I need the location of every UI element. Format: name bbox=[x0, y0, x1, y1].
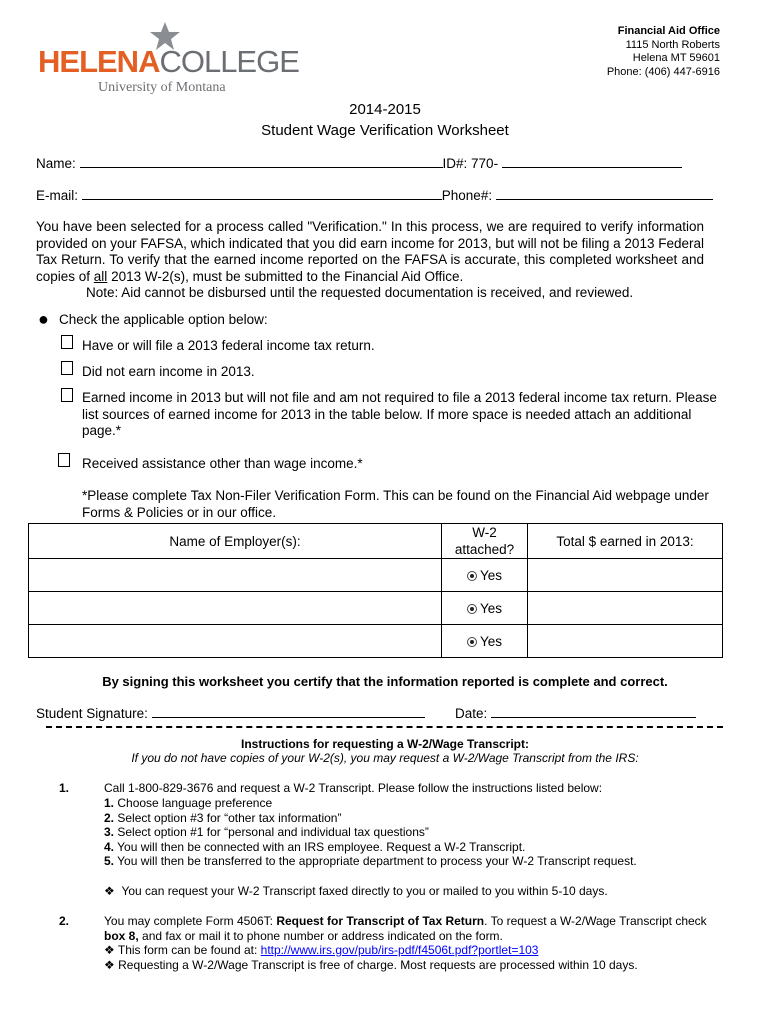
table-row bbox=[29, 592, 723, 625]
list-text: Select option #1 for “personal and individual tax questions” bbox=[117, 825, 429, 839]
checkbox-no-income[interactable] bbox=[61, 361, 73, 375]
checkbox-file-return[interactable] bbox=[61, 335, 73, 349]
list-item bbox=[104, 796, 637, 811]
checkbox-other-assistance[interactable] bbox=[58, 453, 70, 467]
radio-icon[interactable] bbox=[467, 637, 477, 647]
form-title: Student Wage Verification Worksheet bbox=[261, 122, 509, 139]
signature-line[interactable] bbox=[152, 705, 425, 718]
step2-box: box 8, bbox=[104, 928, 139, 943]
date-line[interactable] bbox=[491, 705, 696, 718]
bullet-icon: ● bbox=[38, 309, 49, 329]
table-row bbox=[29, 625, 723, 658]
aid-note: Note: Aid cannot be disbursed until the requested documentation is received, and reviewed. bbox=[86, 285, 634, 300]
list-text: Select option #3 for “other tax information” bbox=[117, 810, 342, 825]
option-other-assistance: Received assistance other than wage income.* bbox=[82, 456, 363, 471]
phone-label: Phone#: bbox=[441, 188, 493, 203]
diamond-bullet-icon: ❖ bbox=[104, 958, 115, 972]
list-item bbox=[104, 840, 637, 855]
diamond-bullet-icon: ❖ bbox=[104, 884, 115, 898]
office-street: 1115 North Roberts bbox=[625, 38, 720, 51]
divider bbox=[46, 726, 723, 728]
certify-statement: By signing this worksheet you certify that the information reported is complete and correct. bbox=[102, 674, 668, 689]
intro-text: You have been selected for a process called "Verification." In this process, we are required to verify information provided on your FAFSA, which indicated that you did earn income for 2013, but will not be filing a 2013 Federal Tax Return. To verify that the earned income reported on the FAFSA is accurate, this completed worksheet and copies of bbox=[36, 219, 704, 284]
w2-yes: Yes bbox=[479, 567, 503, 583]
list-text: Choose language preference bbox=[117, 796, 273, 810]
list-number: 5. bbox=[104, 854, 115, 868]
header-employer: Name of Employer(s): bbox=[29, 524, 442, 559]
step2-link-label: This form can be found at: bbox=[117, 943, 261, 957]
list-number: 3. bbox=[104, 825, 115, 839]
employer-cell[interactable] bbox=[29, 625, 442, 658]
header-w2-text: W-2 attached? bbox=[454, 525, 515, 557]
step1-note-text: You can request your W-2 Transcript faxed directly to you or mailed to you within 5-10 days. bbox=[121, 884, 608, 898]
header-w2 bbox=[442, 524, 528, 559]
irs-form-link[interactable]: http://www.irs.gov/pub/irs-pdf/f4506t.pdf?portlet=103 bbox=[260, 943, 539, 957]
signature-label: Student Signature: bbox=[36, 706, 148, 721]
step2-text bbox=[104, 914, 726, 943]
step2-note bbox=[104, 958, 638, 973]
list-item bbox=[104, 825, 637, 840]
instructions-subtitle: If you do not have copies of your W-2(s), you may request a W-2/Wage Transcript from the IRS: bbox=[131, 751, 639, 765]
employer-cell[interactable] bbox=[29, 559, 442, 592]
id-line[interactable] bbox=[502, 155, 682, 168]
name-field[interactable] bbox=[36, 155, 682, 171]
employer-cell[interactable] bbox=[29, 592, 442, 625]
instructions-title: Instructions for requesting a W-2/Wage Transcript: bbox=[240, 737, 530, 751]
office-phone: Phone: (406) 447-6916 bbox=[606, 65, 720, 78]
intro-text-end: 2013 W-2(s), must be submitted to the Financial Aid Office. bbox=[107, 268, 464, 284]
step1-number: 1. bbox=[59, 781, 70, 795]
list-item bbox=[104, 854, 637, 869]
step2-text-a: You may complete Form 4506T: bbox=[104, 914, 277, 928]
nonfiler-footnote: *Please complete Tax Non-Filer Verification Form. This can be found on the Financial Aid webpage under Forms & Policies or in our office. bbox=[82, 488, 709, 520]
phone-line[interactable] bbox=[496, 187, 713, 200]
total-cell[interactable] bbox=[528, 559, 723, 592]
header-total: Total $ earned in 2013: bbox=[528, 524, 723, 559]
checkbox-earned-no-file[interactable] bbox=[61, 388, 73, 402]
office-name: Financial Aid Office bbox=[617, 25, 720, 37]
list-text: You will then be connected with an IRS employee. Request a W-2 Transcript. bbox=[117, 839, 526, 854]
step1-note bbox=[104, 884, 608, 899]
step2-note-text: Requesting a W-2/Wage Transcript is free of charge. Most requests are processed within 10 days. bbox=[118, 958, 638, 972]
step1-list bbox=[104, 796, 637, 869]
office-city: Helena MT 59601 bbox=[632, 52, 720, 64]
total-cell[interactable] bbox=[528, 592, 723, 625]
logo-college: COLLEGE bbox=[159, 44, 299, 79]
step2-number: 2. bbox=[59, 914, 70, 928]
date-label: Date: bbox=[455, 706, 488, 721]
list-number: 2. bbox=[104, 810, 115, 825]
table-header-row bbox=[29, 524, 723, 559]
employer-table bbox=[28, 523, 723, 658]
email-label: E-mail: bbox=[36, 188, 79, 203]
email-field[interactable] bbox=[36, 187, 713, 203]
w2-cell[interactable] bbox=[442, 592, 528, 625]
w2-cell[interactable] bbox=[442, 625, 528, 658]
logo-helena: HELENA bbox=[38, 44, 160, 79]
list-item bbox=[104, 811, 637, 826]
logo-university: University of Montana bbox=[98, 80, 226, 95]
intro-all: all bbox=[93, 268, 108, 284]
list-number: 4. bbox=[104, 839, 115, 854]
option-earned-no-file: Earned income in 2013 but will not file and am not required to file a 2013 federal income tax return. Please list sources of earned income for 2013 in the table below. If more space is needed attach an additional page.* bbox=[82, 390, 717, 438]
signature-field[interactable] bbox=[36, 705, 425, 721]
intro-paragraph bbox=[36, 219, 704, 285]
college-logo bbox=[38, 44, 299, 80]
list-text: You will then be transferred to the appropriate department to process your W-2 Transcript request. bbox=[117, 854, 637, 868]
step2-form-name: Request for Transcript of Tax Return bbox=[276, 914, 485, 928]
w2-yes: Yes bbox=[479, 633, 503, 649]
radio-icon[interactable] bbox=[467, 604, 477, 614]
list-number: 1. bbox=[104, 796, 115, 810]
name-label: Name: bbox=[36, 156, 76, 171]
form-year: 2014-2015 bbox=[349, 101, 421, 118]
id-label: ID#: 770- bbox=[442, 156, 499, 171]
total-cell[interactable] bbox=[528, 625, 723, 658]
radio-icon[interactable] bbox=[467, 571, 477, 581]
step2-link-line bbox=[104, 943, 538, 958]
email-line[interactable] bbox=[82, 187, 442, 200]
w2-cell[interactable] bbox=[442, 559, 528, 592]
step2-text-e: and fax or mail it to phone number or address indicated on the form. bbox=[138, 928, 503, 943]
name-line[interactable] bbox=[80, 155, 443, 168]
step2-text-c: . To request a W-2/Wage Transcript check bbox=[484, 914, 707, 928]
date-field[interactable] bbox=[455, 705, 696, 721]
diamond-bullet-icon: ❖ bbox=[104, 943, 115, 957]
step1-text: Call 1-800-829-3676 and request a W-2 Transcript. Please follow the instructions listed below: bbox=[104, 781, 603, 795]
option-file-return: Have or will file a 2013 federal income tax return. bbox=[82, 338, 375, 353]
w2-yes: Yes bbox=[479, 600, 503, 616]
options-heading: Check the applicable option below: bbox=[59, 312, 268, 327]
table-row bbox=[29, 559, 723, 592]
option-no-income: Did not earn income in 2013. bbox=[82, 364, 255, 379]
office-address bbox=[607, 25, 720, 79]
